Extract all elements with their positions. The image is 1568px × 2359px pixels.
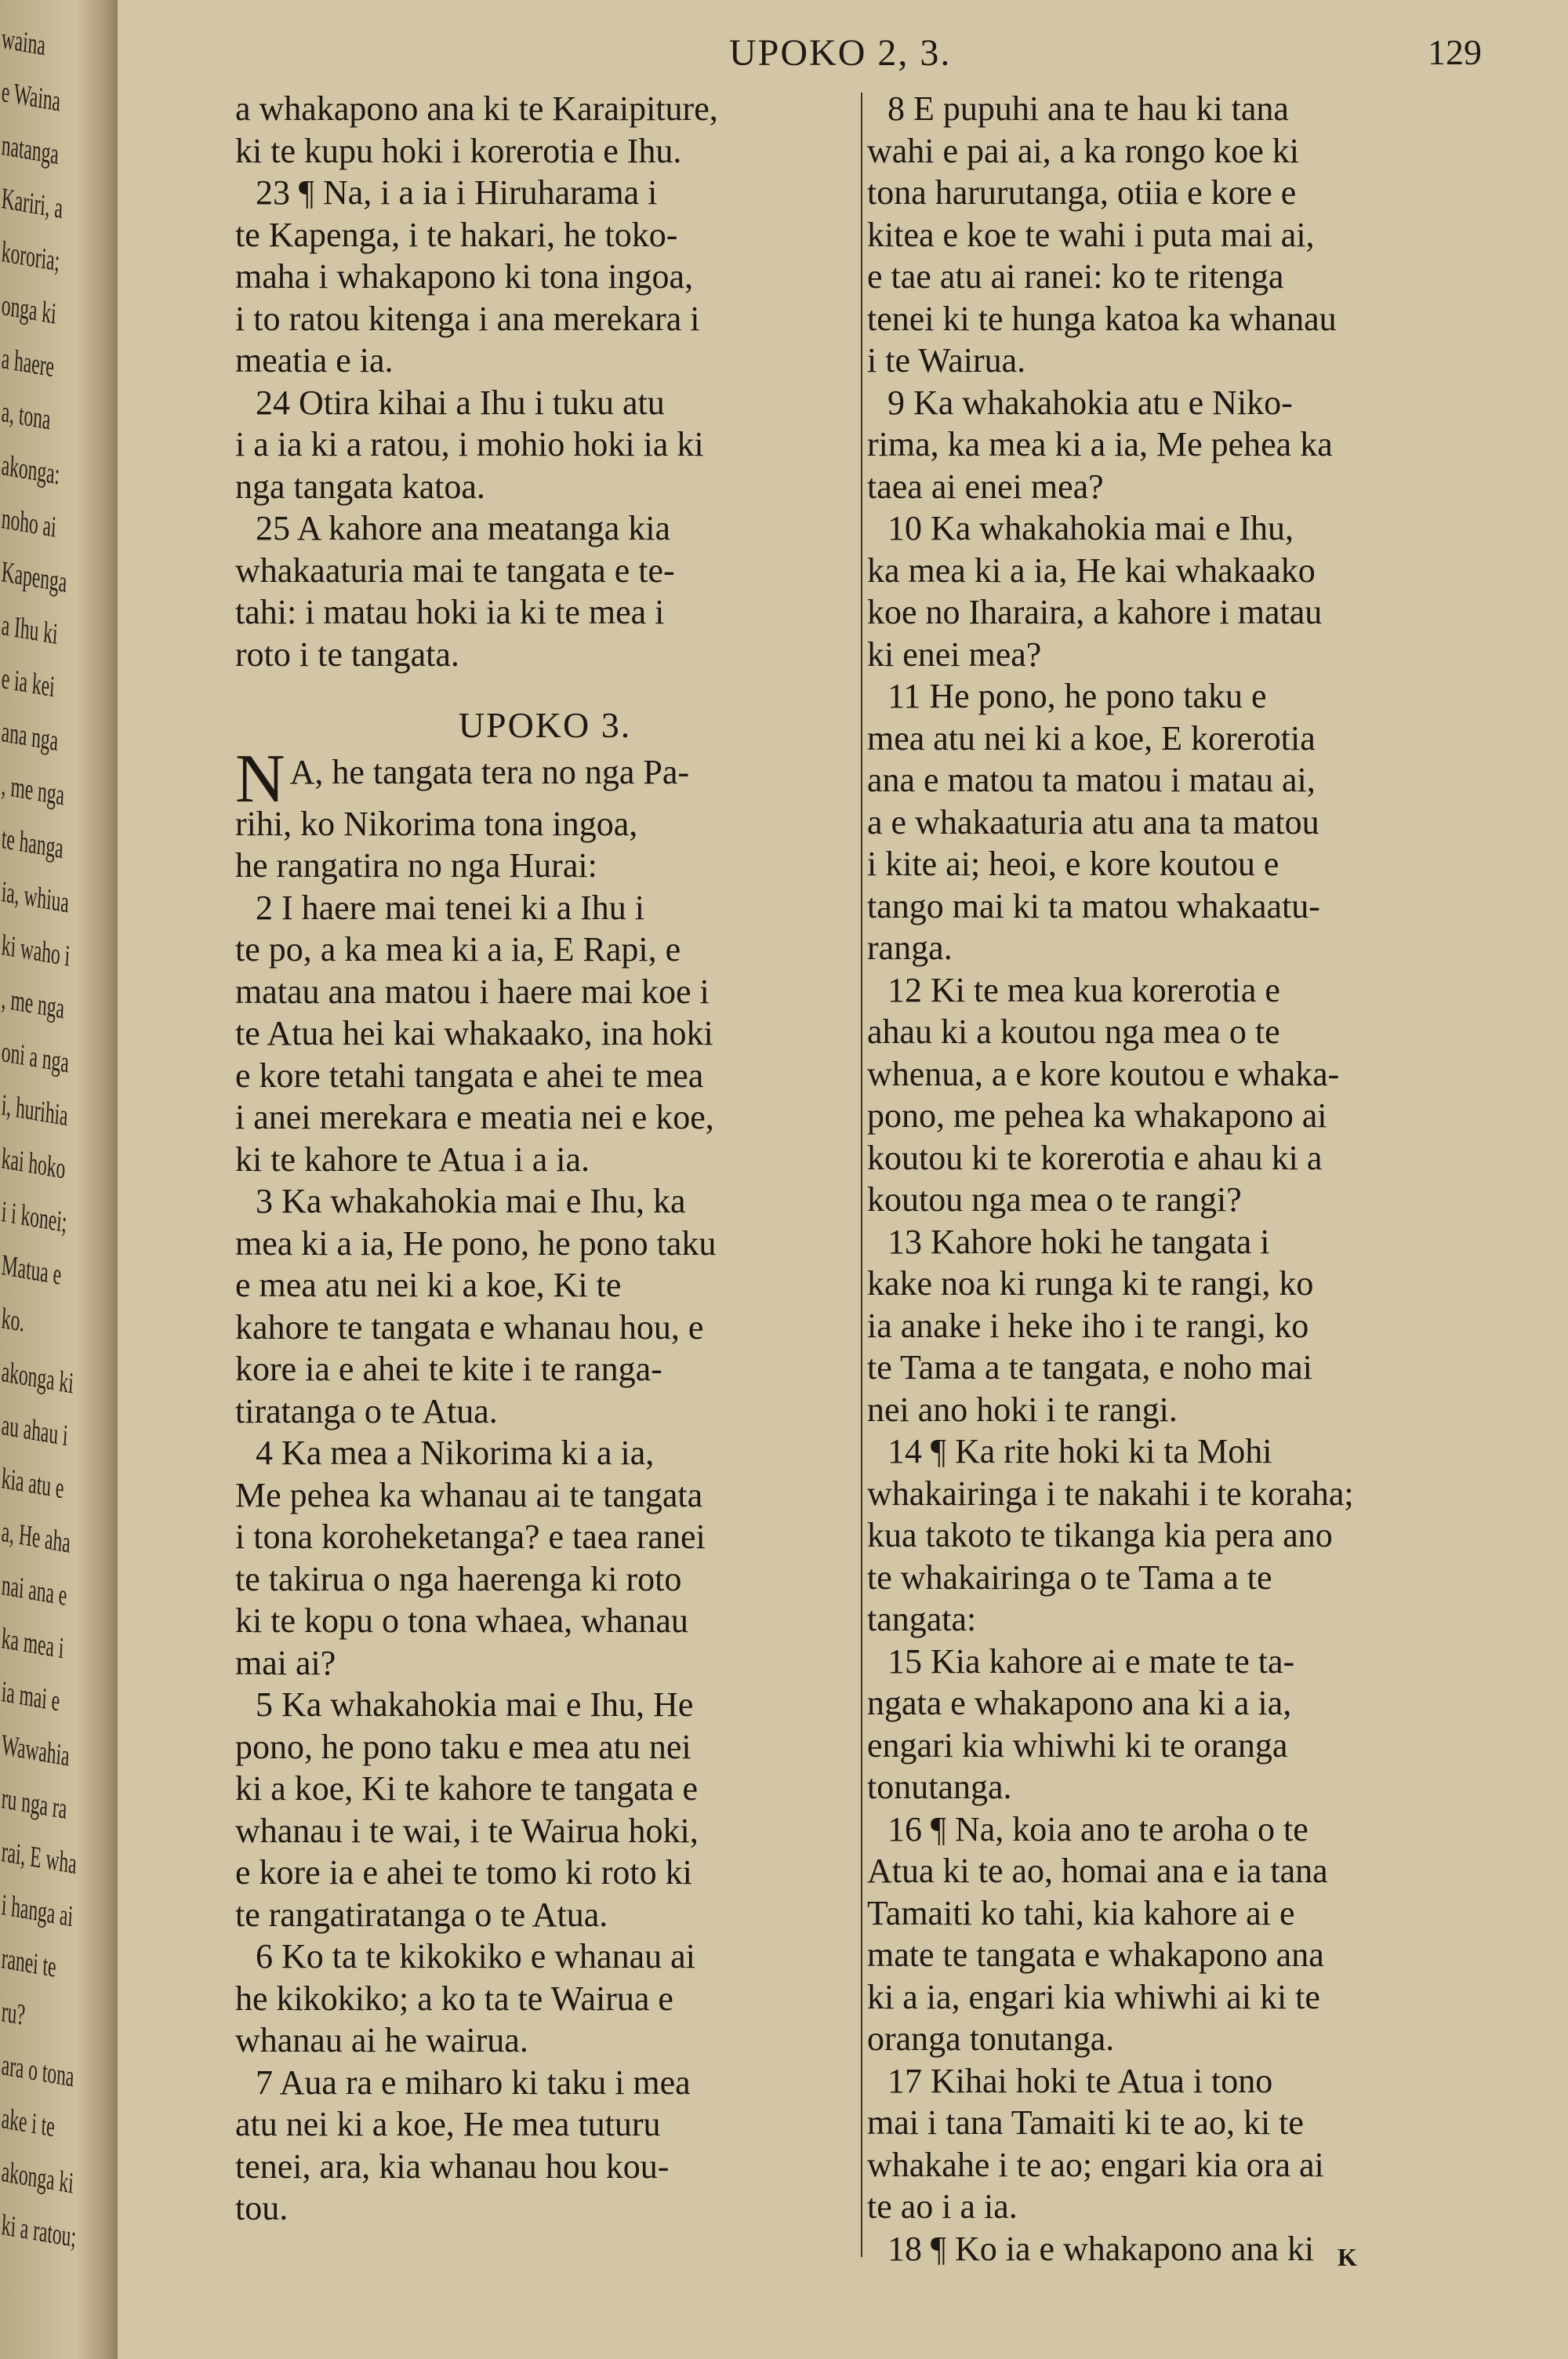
right-column-line: mea atu nei ki a koe, E korerotia <box>867 718 1316 758</box>
left-column-line: tahi: i matau hoki ia ki te mea i <box>235 593 665 631</box>
right-column-line: ki enei mea? <box>867 634 1042 674</box>
right-column-line: oranga tonutanga. <box>867 2019 1115 2058</box>
left-column-line: 7 Aua ra e miharo ki taku i mea <box>256 2063 691 2102</box>
left-column-line: ki te kahore te Atua i a ia. <box>235 1140 590 1179</box>
facing-page-fragment: , me nga <box>0 982 66 1026</box>
right-column-line: 18 ¶ Ko ia e whakapono ana ki <box>887 2229 1315 2268</box>
left-column-line: 24 Otira kihai a Ihu i tuku atu <box>256 383 665 422</box>
facing-page-fragment: kororia; <box>0 235 61 278</box>
right-column-line: tangata: <box>867 1600 977 1638</box>
facing-page-fragment: e ia kei <box>0 662 56 704</box>
left-column-line: he kikokiko; a ko ta te Wairua e <box>235 1979 673 2018</box>
left-column-line: ki te kupu hoki i korerotia e Ihu. <box>235 131 682 170</box>
right-column-line: 11 He pono, he pono taku e <box>887 677 1267 715</box>
left-column-line: kore ia e ahei te kite i te ranga- <box>235 1350 662 1388</box>
left-column-line: rihi, ko Nikorima tona ingoa, <box>235 804 638 843</box>
left-column-line: Me pehea ka whanau ai te tangata <box>235 1475 703 1514</box>
right-column-line: ia anake i heke iho i te rangi, ko <box>867 1306 1309 1345</box>
right-column-line: ahau ki a koutou nga mea o te <box>867 1012 1280 1051</box>
right-column-line: te ao i a ia. <box>867 2187 1018 2226</box>
facing-page-fragment: i i konei; <box>0 1195 68 1240</box>
chapter-heading: UPOKO 3. <box>458 705 632 745</box>
right-column-line: i te Wairua. <box>867 341 1026 380</box>
facing-page-fragment: i hanga ai <box>0 1888 74 1934</box>
facing-page-fragment: akonga: <box>0 449 61 492</box>
left-column-line: te rangatiratanga o te Atua. <box>235 1895 608 1934</box>
facing-page-fragment: a, tona <box>0 395 52 437</box>
left-column-top-text <box>235 88 855 675</box>
right-column-line: kitea e koe te wahi i puta mai ai, <box>867 215 1315 254</box>
facing-page-fragment: rai, E wha <box>0 1835 78 1881</box>
left-column-line: nga tangata katoa. <box>235 467 485 506</box>
right-column-line: pono, me pehea ka whakapono ai <box>867 1096 1327 1135</box>
left-column-line: e mea atu nei ki a koe, Ki te <box>235 1266 622 1304</box>
right-column-line: te whakairinga o te Tama a te <box>867 1558 1272 1597</box>
facing-page-fragment: au ahau i <box>0 1408 69 1453</box>
running-head: UPOKO 2, 3. <box>729 32 952 74</box>
facing-page-fragment: a haere <box>0 342 56 384</box>
column-rule <box>861 93 862 2257</box>
facing-page-fragment: akonga ki <box>0 1355 75 1401</box>
facing-page-fragment: ko. <box>0 1302 26 1339</box>
facing-page-fragment: natanga <box>0 129 60 172</box>
facing-page-fragment: oni a nga <box>0 1035 71 1080</box>
left-column-line: mai ai? <box>235 1643 336 1682</box>
facing-page-fragment: Kapenga <box>0 555 68 600</box>
left-column-line: e kore ia e ahei te tomo ki roto ki <box>235 1853 692 1892</box>
facing-page-fragment: ana nga <box>0 715 60 758</box>
left-column-line: atu nei ki a koe, He mea tuturu <box>235 2105 661 2143</box>
left-column-line: 5 Ka whakahokia mai e Ihu, He <box>256 1685 694 1724</box>
left-column-line: tenei, ara, kia whanau hou kou- <box>235 2146 670 2186</box>
right-column-line: tona harurutanga, otiia e kore e <box>867 173 1297 212</box>
right-column-line: 14 ¶ Ka rite hoki ki ta Mohi <box>887 1432 1272 1470</box>
facing-page-fragment: ake i te <box>0 2102 56 2144</box>
left-column-line: whakaaturia mai te tangata e te- <box>235 551 675 590</box>
right-column-line: 16 ¶ Na, koia ano te aroha o te <box>887 1809 1308 1848</box>
left-column-line: kahore te tangata e whanau hou, e <box>235 1307 704 1347</box>
facing-page-fragment: i, hurihia <box>0 1089 69 1133</box>
facing-page-fragment: kai hoko <box>0 1142 67 1186</box>
facing-page-fragment: ru? <box>0 1995 27 2032</box>
right-column-line: whenua, a e kore koutou e whaka- <box>867 1054 1340 1093</box>
facing-page-fragment: ka mea i <box>0 1622 65 1666</box>
signature-mark: K <box>1338 2243 1357 2271</box>
right-column-line: koe no Iharaira, a kahore i matau <box>867 593 1323 631</box>
left-column-line: whanau i te wai, i te Wairua hoki, <box>235 1811 699 1850</box>
right-column-line: whakairinga i te nakahi i te koraha; <box>867 1474 1354 1513</box>
right-column-line: Tamaiti ko tahi, kia kahore ai e <box>867 1893 1295 1932</box>
left-column-line: 4 Ka mea a Nikorima ki a ia, <box>256 1434 655 1472</box>
facing-page-fragment: Matua e <box>0 1249 63 1292</box>
facing-page-fragment: ki a ratou; <box>0 2208 78 2254</box>
right-column-line: 12 Ki te mea kua korerotia e <box>887 970 1280 1009</box>
facing-page-fragment: a, He aha <box>0 1515 72 1560</box>
facing-page-fragment: akonga ki <box>0 2155 75 2201</box>
right-column <box>867 88 1486 2270</box>
right-column-line: tenei ki te hunga katoa ka whanau <box>867 299 1337 338</box>
left-column-line: te po, a ka mea ki a ia, E Rapi, e <box>235 930 681 969</box>
right-column-line: taea ai enei mea? <box>867 467 1104 506</box>
right-column-line: mate te tangata e whakapono ana <box>867 1936 1324 1974</box>
right-column-line: nei ano hoki i te rangi. <box>867 1390 1178 1429</box>
page-number: 129 <box>1428 32 1482 72</box>
right-column-line: a e whakaaturia atu ana ta matou <box>867 802 1319 841</box>
first-line-rest: A, he tangata tera no nga Pa- <box>289 752 690 791</box>
left-column-line: 3 Ka whakahokia mai e Ihu, ka <box>256 1182 686 1220</box>
right-column-line: mai i tana Tamaiti ki te ao, ki te <box>867 2103 1304 2142</box>
left-column-line: tou. <box>235 2189 289 2227</box>
left-column-bottom-text <box>235 803 855 2230</box>
right-column-line: 9 Ka whakahokia atu e Niko- <box>887 383 1293 422</box>
right-column-line: wahi e pai ai, a ka rongo koe ki <box>867 131 1300 170</box>
facing-page-fragment: nai ana e <box>0 1568 68 1612</box>
facing-page-fragment: a Ihu ki <box>0 609 59 652</box>
right-column-line: 17 Kihai hoki te Atua i tono <box>887 2061 1273 2100</box>
facing-page-fragment: onga ki <box>0 289 57 331</box>
left-column-line: te takirua o nga haerenga ki roto <box>235 1559 682 1598</box>
right-column-line: koutou nga mea o te rangi? <box>867 1180 1242 1219</box>
left-column-line: i to ratou kitenga i ana merekara i <box>235 299 700 338</box>
left-column-line: a whakapono ana ki te Karaipiture, <box>235 89 718 128</box>
facing-page-fragment: Kariri, a <box>0 182 64 226</box>
drop-cap: N <box>235 751 285 803</box>
left-column-line: whanau ai he wairua. <box>235 2021 528 2059</box>
right-column-line: i kite ai; heoi, e kore koutou e <box>867 845 1279 883</box>
left-column-line: 25 A kahore ana meatanga kia <box>256 509 671 547</box>
left-column-line: mea ki a ia, He pono, he pono taku <box>235 1223 717 1263</box>
left-column-line: e kore tetahi tangata e ahei te mea <box>235 1056 704 1095</box>
left-column-line: i anei merekara e meatia nei e koe, <box>235 1098 714 1136</box>
left-column-line: pono, he pono taku e mea atu nei <box>235 1727 691 1766</box>
left-column-line: tiratanga o te Atua. <box>235 1391 498 1430</box>
left-column-line: i a ia ki a ratou, i mohio hoki ia ki <box>235 425 704 463</box>
facing-page-fragment: ranei te <box>0 1942 57 1984</box>
facing-page-fragment: Wawahia <box>0 1728 71 1773</box>
right-column-line: ngata e whakapono ana ki a ia, <box>867 1684 1292 1722</box>
right-column-line: ki a ia, engari kia whiwhi ai ki te <box>867 1977 1320 2016</box>
facing-page-fragment: ia, whiua <box>0 875 71 920</box>
facing-page-fragment: e Waina <box>0 75 62 118</box>
facing-page-fragment: ru nga ra <box>0 1782 68 1826</box>
left-column-line: i tona koroheketanga? e taea ranei <box>235 1518 706 1556</box>
right-column-line: 10 Ka whakahokia mai e Ihu, <box>887 509 1294 547</box>
right-column-line: ranga. <box>867 929 953 967</box>
right-column-line: tango mai ki ta matou whakaatu- <box>867 886 1320 925</box>
right-column-text <box>867 88 1486 2270</box>
facing-page-fragment: kia atu e <box>0 1462 65 1506</box>
right-column-line: te Tama a te tangata, e noho mai <box>867 1348 1312 1387</box>
right-column-line: 8 E pupuhi ana te hau ki tana <box>887 89 1289 128</box>
left-column-line: te Atua hei kai whakaako, ina hoki <box>235 1014 713 1052</box>
right-column-line: kua takoto te tikanga kia pera ano <box>867 1516 1333 1554</box>
left-column-line: 2 I haere mai tenei ki a Ihu i <box>256 888 645 927</box>
facing-page-fragment: , me nga <box>0 769 66 812</box>
right-column-line: koutou ki te korerotia e ahau ki a <box>867 1138 1323 1177</box>
chapter-first-line <box>235 751 855 803</box>
facing-page-fragment: noho ai <box>0 502 57 544</box>
left-column-line: matau ana matou i haere mai koe i <box>235 972 710 1011</box>
right-column-line: e tae atu ai ranei: ko te ritenga <box>867 257 1284 296</box>
right-column-line: whakahe i te ao; engari kia ora ai <box>867 2145 1324 2184</box>
left-column-line: maha i whakapono ki tona ingoa, <box>235 257 694 296</box>
facing-page-fragment: ki waho i <box>0 929 71 973</box>
left-column-line: 6 Ko ta te kikokiko e whanau ai <box>256 1937 695 1976</box>
left-column-line: he rangatira no nga Hurai: <box>235 846 597 885</box>
right-column-line: rima, ka mea ki a ia, Me pehea ka <box>867 425 1333 463</box>
facing-page-fragment: te hanga <box>0 822 65 866</box>
right-column-line: ka mea ki a ia, He kai whakaako <box>867 551 1316 590</box>
right-column-line: Atua ki te ao, homai ana e ia tana <box>867 1852 1328 1890</box>
left-column-line: 23 ¶ Na, i a ia i Hiruharama i <box>256 173 658 212</box>
left-column <box>235 88 855 2230</box>
right-column-line: 13 Kahore hoki he tangata i <box>887 1222 1270 1261</box>
left-column-line: roto i te tangata. <box>235 634 459 674</box>
right-column-line: ana e matou ta matou i matau ai, <box>867 761 1316 799</box>
left-column-line: meatia e ia. <box>235 341 394 380</box>
left-column-line: te Kapenga, i te hakari, he toko- <box>235 215 678 254</box>
facing-page-fragment: waina <box>0 22 47 63</box>
right-column-line: kake noa ki runga ki te rangi, ko <box>867 1264 1314 1303</box>
right-column-line: tonutanga. <box>867 1768 1012 1806</box>
facing-page-edge <box>0 0 125 2359</box>
right-column-line: engari kia whiwhi ki te oranga <box>867 1725 1288 1765</box>
left-column-line: ki te kopu o tona whaea, whanau <box>235 1601 688 1640</box>
right-column-line: 15 Kia kahore ai e mate te ta- <box>887 1641 1295 1681</box>
facing-page-fragment: ara o tona <box>0 2048 75 2094</box>
facing-page-fragment: ia mai e <box>0 1675 61 1718</box>
left-column-line: ki a koe, Ki te kahore te tangata e <box>235 1769 699 1808</box>
